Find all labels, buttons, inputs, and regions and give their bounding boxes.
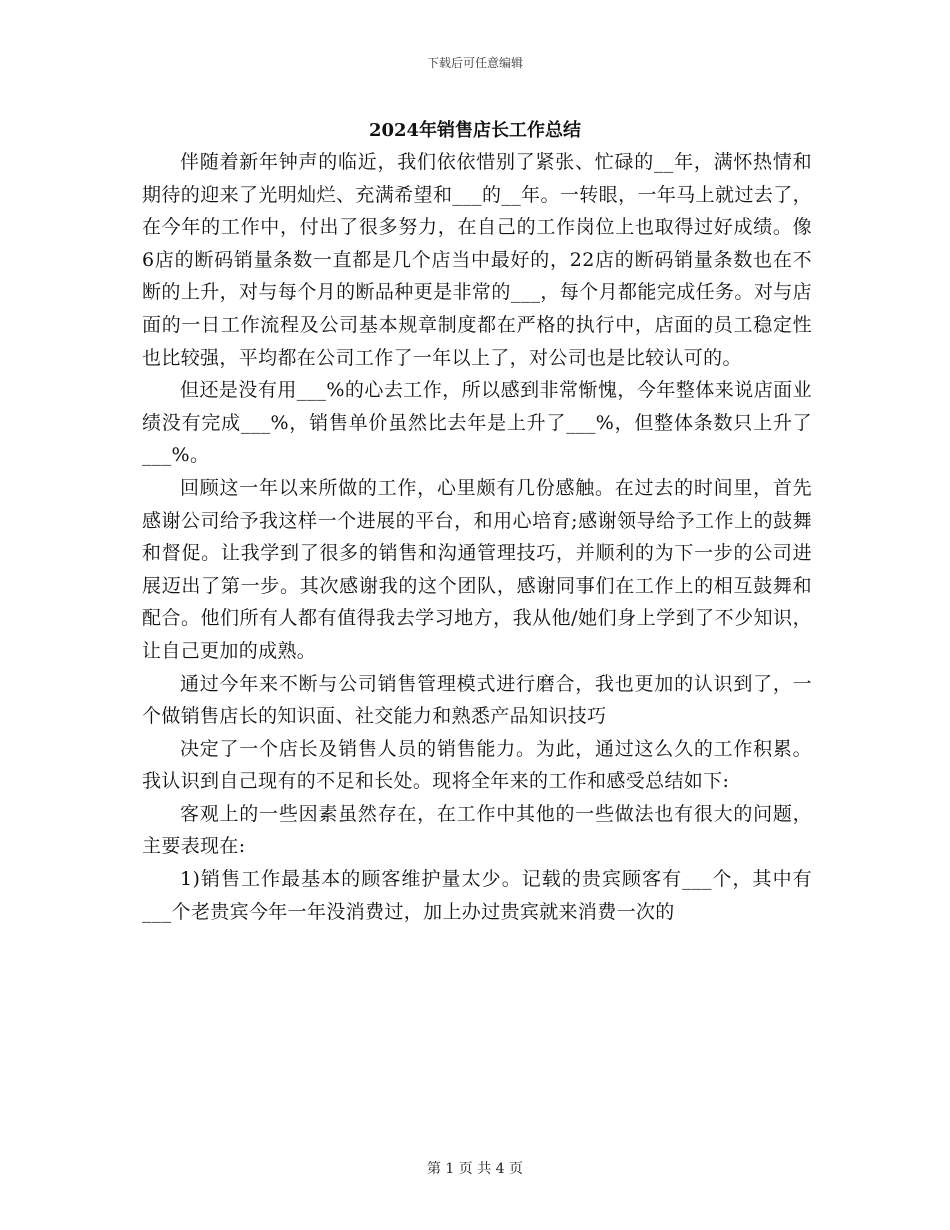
paragraph-4: 通过今年来不断与公司销售管理模式进行磨合，我也更加的认识到了，一个做销售店长的知识面、社交能力和熟悉产品知识技巧 <box>142 672 812 728</box>
document-title: 2024年销售店长工作总结 <box>368 120 582 141</box>
paragraph-6: 客观上的一些因素虽然存在，在工作中其他的一些做法也有很大的问题，主要表现在: <box>142 802 812 858</box>
document-body <box>142 146 812 928</box>
paragraph-1: 伴随着新年钟声的临近，我们依依惜别了紧张、忙碌的__年，满怀热情和期待的迎来了光明灿烂、充满希望和___的__年。一转眼，一年马上就过去了，在今年的工作中，付出了很多努力，在自己的工作岗位上也取得过好成绩。像6店的断码销量条数一直都是几个店当中最好的，22店的断码销量条数也在不断的上升，对与每个月的断品种更是非常的___，每个月都能完成任务。对与店面的一日工作流程及公司基本规章制度都在严格的执行中，店面的员工稳定性也比较强，平均都在公司工作了一年以上了，对公司也是比较认可的。 <box>142 151 812 369</box>
page-number-footer: 第 1 页 共 4 页 <box>426 1161 524 1177</box>
paragraph-7: 1)销售工作最基本的顾客维护量太少。记载的贵宾顾客有___个，其中有___个老贵宾今年一年没消费过，加上办过贵宾就来消费一次的 <box>142 868 812 923</box>
page-header-note: 下载后可任意编辑 <box>426 56 523 70</box>
paragraph-2: 但还是没有用___%的心去工作，所以感到非常惭愧，今年整体来说店面业绩没有完成___%，销售单价虽然比去年是上升了___%，但整体条数只上升了___%。 <box>142 379 812 467</box>
paragraph-5: 决定了一个店长及销售人员的销售能力。为此，通过这么久的工作积累。我认识到自己现有的不足和长处。现将全年来的工作和感受总结如下: <box>142 737 812 793</box>
paragraph-3: 回顾这一年以来所做的工作，心里颇有几份感触。在过去的时间里，首先感谢公司给予我这样一个进展的平台，和用心培育;感谢领导给予工作上的鼓舞和督促。让我学到了很多的销售和沟通管理技巧，并顺利的为下一步的公司进展迈出了第一步。其次感谢我的这个团队，感谢同事们在工作上的相互鼓舞和配合。他们所有人都有值得我去学习地方，我从他/她们身上学到了不少知识，让自己更加的成熟。 <box>142 476 812 662</box>
